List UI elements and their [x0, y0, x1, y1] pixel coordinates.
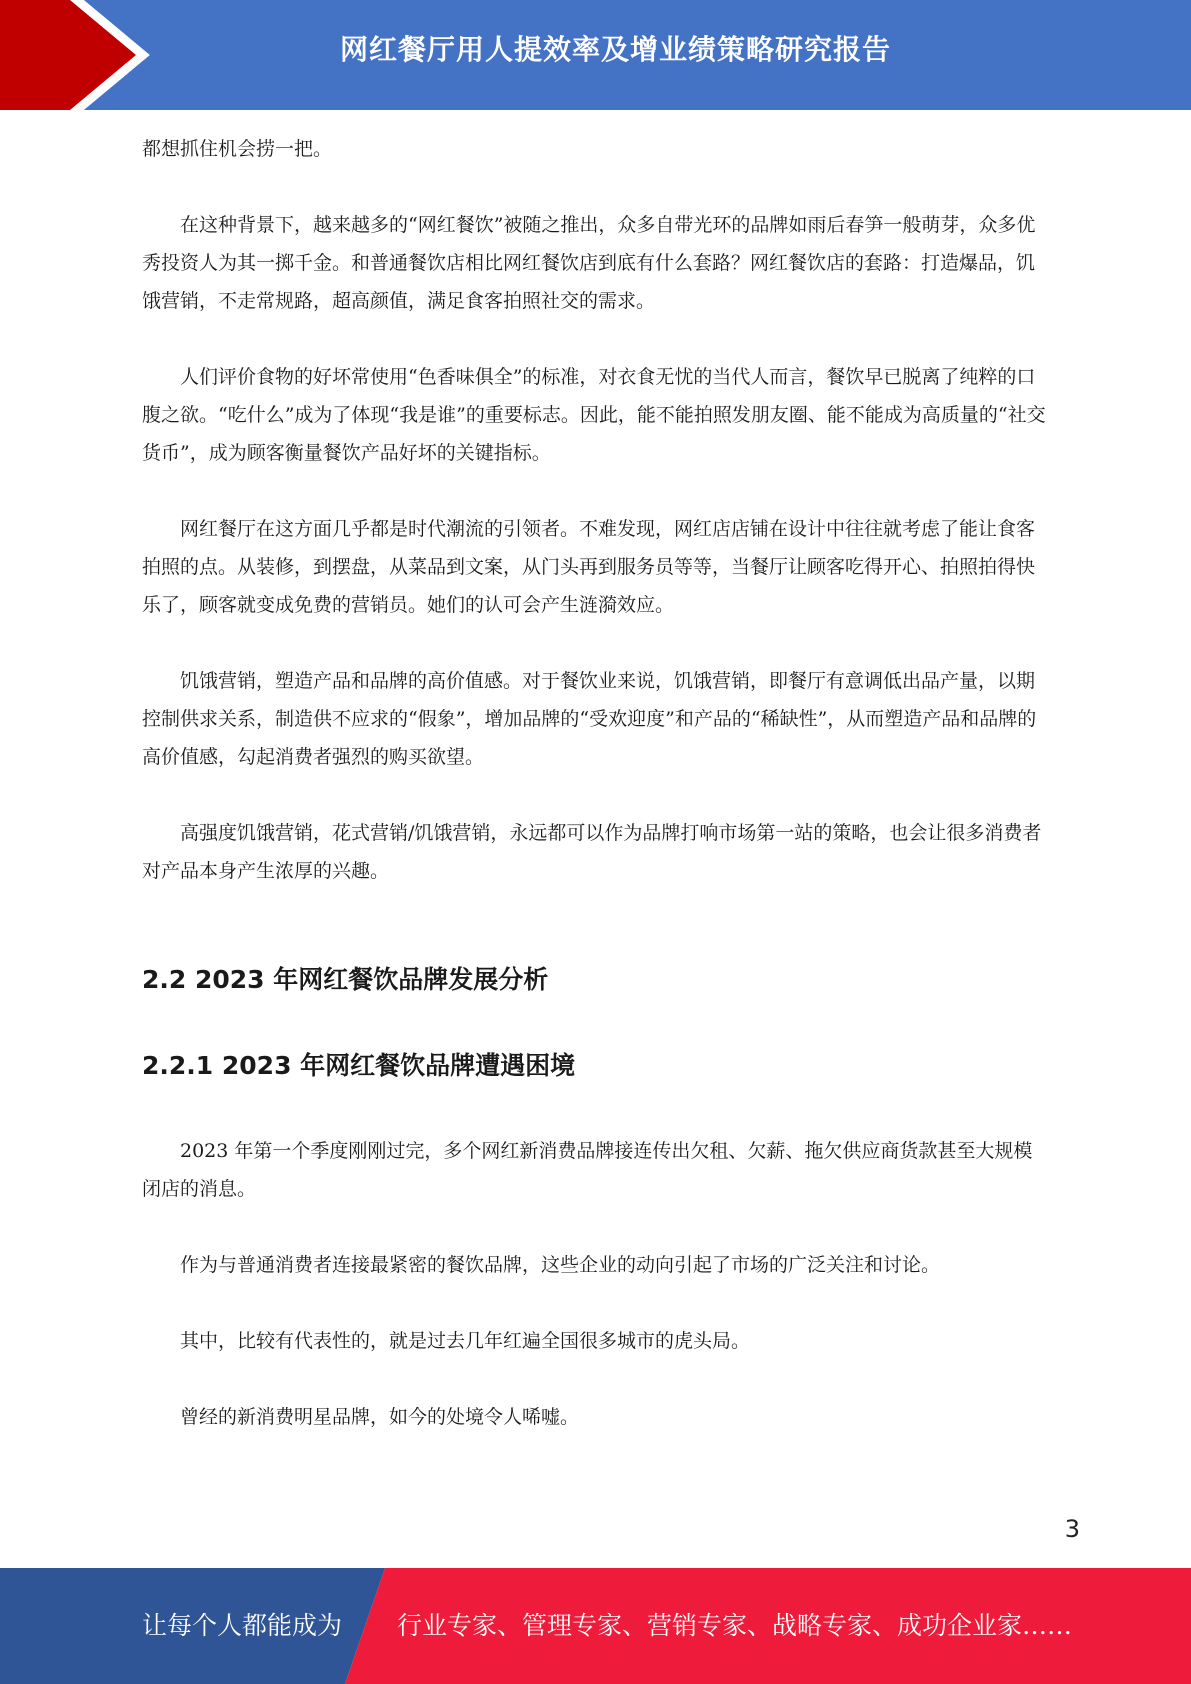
section-heading: 2.2 2023 年网红餐饮品牌发展分析: [142, 965, 549, 994]
paragraph: 饥饿营销，塑造产品和品牌的高价值感。对于餐饮业来说，饥饿营销，即餐厅有意调低出品产量，以期控制供求关系，制造供不应求的“假象”，增加品牌的“受欢迎度”和产品的“稀缺性”，从而塑造产品和品牌的高价值感，勾起消费者强烈的购买欲望。: [142, 670, 1037, 768]
document-body: [142, 130, 1047, 1436]
paragraph: 作为与普通消费者连接最紧密的餐饮品牌，这些企业的动向引起了市场的广泛关注和讨论。: [180, 1254, 941, 1276]
subsection-heading: 2.2.1 2023 年网红餐饮品牌遭遇困境: [142, 1051, 576, 1080]
header-title: 网红餐厅用人提效率及增业绩策略研究报告: [339, 33, 891, 66]
paragraph: 在这种背景下，越来越多的“网红餐饮”被随之推出，众多自带光环的品牌如雨后春笋一般萌芽，众多优秀投资人为其一掷千金。和普通餐饮店相比网红餐饮店到底有什么套路？网红餐饮店的套路：打造爆品，饥饿营销，不走常规路，超高颜值，满足食客拍照社交的需求。: [142, 214, 1036, 312]
paragraph: 网红餐厅在这方面几乎都是时代潮流的引领者。不难发现，网红店店铺在设计中往往就考虑了能让食客拍照的点。从装修，到摆盘，从菜品到文案，从门头再到服务员等等，当餐厅让顾客吃得开心、拍照拍得快乐了，顾客就变成免费的营销员。她们的认可会产生涟漪效应。: [142, 518, 1036, 616]
paragraph: 人们评价食物的好坏常使用“色香味俱全”的标准，对衣食无忧的当代人而言，餐饮早已脱离了纯粹的口腹之欲。“吃什么”成为了体现“我是谁”的重要标志。因此，能不能拍照发朋友圈、能不能成为高质量的“社交货币”，成为顾客衡量餐饮产品好坏的关键指标。: [142, 366, 1046, 464]
page-footer: [0, 1568, 1191, 1684]
page-header: [0, 0, 1191, 110]
footer-slogan-left: 让每个人都能成为: [142, 1611, 343, 1640]
page-number: 3: [1064, 1515, 1080, 1543]
paragraph-continuation: 都想抓住机会捞一把。: [142, 138, 333, 160]
paragraph: 2023 年第一个季度刚刚过完，多个网红新消费品牌接连传出欠租、欠薪、拖欠供应商货款甚至大规模闭店的消息。: [142, 1140, 1033, 1200]
footer-slogan-right: 行业专家、管理专家、营销专家、战略专家、成功企业家……: [397, 1611, 1073, 1640]
paragraph: 曾经的新消费明星品牌，如今的处境令人唏嘘。: [180, 1406, 580, 1428]
paragraph: 其中，比较有代表性的，就是过去几年红遍全国很多城市的虎头局。: [180, 1330, 751, 1352]
paragraph: 高强度饥饿营销，花式营销/饥饿营销，永远都可以作为品牌打响市场第一站的策略，也会让很多消费者对产品本身产生浓厚的兴趣。: [142, 822, 1042, 882]
